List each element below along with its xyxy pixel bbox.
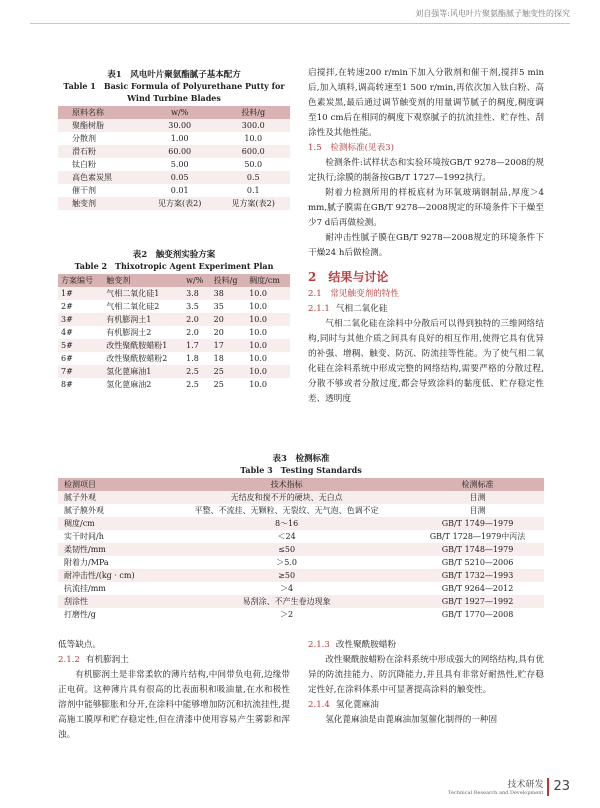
- table-cell: 50.0: [216, 158, 290, 171]
- table-cell: 实干时间/h: [58, 530, 162, 543]
- table-cell: 7#: [58, 365, 103, 378]
- table-cell: GB/T 1728—1979中丙法: [411, 530, 544, 543]
- table-row: [58, 158, 290, 171]
- table-cell: 10.0: [246, 313, 290, 326]
- table-cell: 10.0: [246, 365, 290, 378]
- table-cell: ≥50: [162, 569, 411, 582]
- table1-caption-cn: 表1 风电叶片聚氨酯腻子基本配方: [107, 70, 241, 80]
- table-cell: 10.0: [246, 352, 290, 365]
- table-row: [58, 491, 544, 504]
- paragraph: 低等缺点。: [58, 640, 101, 650]
- table-cell: 改性聚酰胺蜡粉1: [103, 339, 183, 352]
- table-cell: 见方案(表2): [216, 197, 290, 210]
- heading-title: 氢化蓖麻油: [335, 700, 379, 710]
- table-cell: 0.1: [216, 184, 290, 197]
- table-row: [58, 171, 290, 184]
- section-heading-2-1-2: [58, 653, 290, 668]
- table-row: [58, 608, 544, 621]
- footer-divider: [547, 778, 549, 796]
- table-row: [58, 326, 290, 339]
- table-row: [58, 352, 290, 365]
- page-number: 23: [553, 779, 570, 794]
- heading-title: 有机膨润土: [85, 655, 129, 665]
- table-cell: 20: [211, 326, 247, 339]
- table-cell: 腻子膜外观: [58, 504, 162, 517]
- table-row: [58, 365, 290, 378]
- table-cell: 4#: [58, 326, 103, 339]
- table-row: [58, 378, 290, 391]
- table-cell: 平整、不流挂、无颗粒、无裂纹、无气泡、色调不定: [162, 504, 411, 517]
- table1-caption-en: Table 1 Basic Formula of Polyurethane Putty for Wind Turbine Blades: [63, 81, 285, 103]
- table-row: [58, 287, 290, 300]
- page-footer: [448, 776, 570, 796]
- table3-caption-cn: 表3 检测标准: [272, 454, 330, 464]
- table-row: [58, 504, 544, 517]
- paragraph: 改性聚酰胺蜡粉在涂料系统中形成强大的网络结构,具有优异的防流挂能力、防沉降能力,并且具有非常好耐热性,贮存稳定性好,在涂料体系中可显著提高涂料的触变性。: [308, 655, 544, 695]
- table-header-cell: 投料/g: [211, 274, 247, 287]
- table-cell: 5.00: [143, 158, 217, 171]
- bottom-left-column: [58, 638, 290, 743]
- section-heading-2-1-1: [308, 302, 544, 317]
- right-column: [308, 66, 544, 407]
- footer-section-cn: 技术研发: [507, 780, 544, 790]
- table-cell: 17: [211, 339, 247, 352]
- table-cell: 2.5: [183, 365, 211, 378]
- table-cell: 1.7: [183, 339, 211, 352]
- table1: [58, 106, 290, 210]
- table-header-cell: 触变剂: [103, 274, 183, 287]
- table-row: [58, 556, 544, 569]
- table-cell: 高色素炭黑: [58, 171, 143, 184]
- paragraph: 氢化蓖麻油是由蓖麻油加氢催化制得的一种固: [325, 715, 498, 725]
- table-row: [58, 543, 544, 556]
- table-cell: 8～16: [162, 517, 411, 530]
- table-header-cell: 检测标准: [411, 478, 544, 491]
- table-header-cell: 方案编号: [58, 274, 103, 287]
- table3-caption-en: Table 3 Testing Standards: [240, 465, 362, 475]
- table-row: [58, 145, 290, 158]
- footer-section: [448, 777, 543, 796]
- table-row: [58, 184, 290, 197]
- heading-title: 改性聚酰胺蜡粉: [335, 640, 397, 650]
- table-cell: 见方案(表2): [143, 197, 217, 210]
- paragraph: 检测条件:试样状态和实验环境按GB/T 9278—2008的规定执行;涂膜的制备按GB/T 1727—1992执行。: [308, 158, 544, 183]
- heading-number: 2.1.1: [308, 304, 330, 314]
- paragraph: 有机膨润土是非常柔软的薄片结构,中间带负电荷,边缘带正电荷。这种薄片具有很高的比表面积和吸油量,在水和极性溶剂中能够膨胀和分开,在涂料中能够增加防沉和抗流挂性,提高施工膜厚和贮存稳定性,但在清漆中使用容易产生雾影和浑浊。: [58, 670, 290, 740]
- section-heading-1-5: 1.5 检测标准(见表3): [308, 143, 394, 153]
- table-cell: ＞2: [162, 608, 411, 621]
- paragraph: 气相二氧化硅在涂料中分散后可以得到独特的三维网络结构,同时与其他介质之间具有良好的相互作用,使得它具有优异的补强、增稠、触变、防沉、防流挂等性能。为了使气相二氧化硅在涂料系统中形成完整的网络结构,需要严格的分散过程,分散不够或者分散过度,都会导致涂料的黏度低、贮存稳定性差、透明度: [308, 319, 544, 404]
- table-cell: 2#: [58, 300, 103, 313]
- table-cell: 0.01: [143, 184, 217, 197]
- table-row: [58, 300, 290, 313]
- table-header-cell: 检测项目: [58, 478, 162, 491]
- table-cell: 8#: [58, 378, 103, 391]
- table-cell: 20: [211, 313, 247, 326]
- table-cell: 气相二氧化硅1: [103, 287, 183, 300]
- table-cell: GB/T 1749—1979: [411, 517, 544, 530]
- table-cell: 10.0: [246, 339, 290, 352]
- table-cell: 18: [211, 352, 247, 365]
- table-cell: 目测: [411, 491, 544, 504]
- table2: [58, 274, 290, 391]
- table-header-cell: w/%: [183, 274, 211, 287]
- table-cell: 催干剂: [58, 184, 143, 197]
- table-cell: 分散剂: [58, 132, 143, 145]
- section-heading-2: 2 结果与讨论: [308, 270, 389, 284]
- paragraph: 附着力检测所用的样板底材为环氧玻璃钢制品,厚度＞4 mm,腻子膜需在GB/T 9278—2008规定的环境条件下干燥至少7 d后再做检测。: [308, 188, 544, 228]
- footer-section-en: Technical Research and Development: [448, 790, 544, 796]
- table-cell: GB/T 5210—2006: [411, 556, 544, 569]
- table-cell: 有机膨润土1: [103, 313, 183, 326]
- table-cell: 10.0: [246, 300, 290, 313]
- table3: [58, 478, 544, 621]
- table-cell: 有机膨润土2: [103, 326, 183, 339]
- table-cell: 10.0: [246, 326, 290, 339]
- table-cell: 10.0: [246, 378, 290, 391]
- section-heading-2-1: 2.1 常见触变剂的特性: [308, 289, 400, 299]
- table-cell: 打磨性/g: [58, 608, 162, 621]
- table-cell: ≤50: [162, 543, 411, 556]
- table-cell: 0.5: [216, 171, 290, 184]
- table-cell: 附着力/MPa: [58, 556, 162, 569]
- table-cell: 2.0: [183, 313, 211, 326]
- table-cell: ＞5.0: [162, 556, 411, 569]
- table-cell: 2.0: [183, 326, 211, 339]
- paragraph: 启搅拌,在转速200 r/min下加入分散剂和催干剂,搅拌5 min后,加入填料,调高转速至1 500 r/min,再依次加入钛白粉、高色素炭黑,最后通过调节触变剂的用量调节腻子的稠度,稠度调至10 cm后在相同的稠度下观察腻子的抗流挂性、贮存性、刮涂性及其他性能。: [308, 68, 544, 138]
- table-cell: 10.0: [216, 132, 290, 145]
- table-cell: 3#: [58, 313, 103, 326]
- table-cell: 1#: [58, 287, 103, 300]
- table-cell: 0.05: [143, 171, 217, 184]
- table-cell: 2.5: [183, 378, 211, 391]
- table-cell: 改性聚酰胺蜡粉2: [103, 352, 183, 365]
- table2-block: [58, 248, 290, 391]
- table-cell: 1.00: [143, 132, 217, 145]
- table-cell: 柔韧性/mm: [58, 543, 162, 556]
- table-row: [58, 517, 544, 530]
- section-heading-2-1-4: [308, 698, 544, 713]
- table-cell: 300.0: [216, 119, 290, 132]
- table-cell: 目测: [411, 504, 544, 517]
- table-cell: 30.00: [143, 119, 217, 132]
- table-cell: 无结皮和搅不开的硬块、无白点: [162, 491, 411, 504]
- table-cell: GB/T 1770—2008: [411, 608, 544, 621]
- heading-number: 2.1.2: [58, 655, 80, 665]
- heading-title: 气相二氧化硅: [335, 304, 388, 314]
- table-cell: GB/T 9264—2012: [411, 582, 544, 595]
- table-cell: 600.0: [216, 145, 290, 158]
- bottom-right-column: [308, 638, 544, 728]
- table-cell: ＜24: [162, 530, 411, 543]
- table-header-cell: 投料/g: [216, 106, 290, 119]
- table3-block: [58, 452, 544, 621]
- table-cell: 6#: [58, 352, 103, 365]
- table-cell: 滑石粉: [58, 145, 143, 158]
- table2-caption-cn: 表2 触变剂实验方案: [132, 250, 216, 260]
- table-cell: 氢化蓖麻油1: [103, 365, 183, 378]
- table-row: [58, 339, 290, 352]
- heading-number: 2.1.4: [308, 700, 330, 710]
- table-cell: 38: [211, 287, 247, 300]
- table-cell: GB/T 1748—1979: [411, 543, 544, 556]
- table-cell: 腻子外观: [58, 491, 162, 504]
- table-row: [58, 313, 290, 326]
- table-cell: 聚酯树脂: [58, 119, 143, 132]
- table-cell: 3.8: [183, 287, 211, 300]
- table-header-cell: 稠度/cm: [246, 274, 290, 287]
- paragraph: 耐冲击性腻子膜在GB/T 9278—2008规定的环境条件下干燥24 h后做检测。: [308, 233, 544, 258]
- table-cell: 10.0: [246, 287, 290, 300]
- table-cell: 稠度/cm: [58, 517, 162, 530]
- table-header-cell: 技术指标: [162, 478, 411, 491]
- table-row: [58, 569, 544, 582]
- table-cell: GB/T 1732—1993: [411, 569, 544, 582]
- table-cell: 3.5: [183, 300, 211, 313]
- table-cell: 60.00: [143, 145, 217, 158]
- heading-number: 2.1.3: [308, 640, 330, 650]
- table-cell: 易刮涂、不产生卷边现象: [162, 595, 411, 608]
- table-cell: 25: [211, 378, 247, 391]
- table-cell: 25: [211, 365, 247, 378]
- table-cell: 钛白粉: [58, 158, 143, 171]
- section-heading-2-1-3: [308, 638, 544, 653]
- table-cell: 触变剂: [58, 197, 143, 210]
- table-cell: 气相二氧化硅2: [103, 300, 183, 313]
- table-row: [58, 530, 544, 543]
- table-header-cell: 原料名称: [58, 106, 143, 119]
- table-cell: 1.8: [183, 352, 211, 365]
- table-cell: 耐冲击性/(kg · cm): [58, 569, 162, 582]
- table-header-cell: w/%: [143, 106, 217, 119]
- table-row: [58, 197, 290, 210]
- table-cell: GB/T 1927—1992: [411, 595, 544, 608]
- table-cell: 刮涂性: [58, 595, 162, 608]
- table1-block: [58, 68, 290, 210]
- running-header: 刘自强等:风电叶片聚氨酯腻子触变性的探究: [30, 8, 570, 24]
- table-cell: 5#: [58, 339, 103, 352]
- table-cell: 35: [211, 300, 247, 313]
- table-row: [58, 119, 290, 132]
- table2-caption-en: Table 2 Thixotropic Agent Experiment Plan: [74, 261, 274, 271]
- table-cell: ＞4: [162, 582, 411, 595]
- table-row: [58, 582, 544, 595]
- table-cell: 抗流挂/mm: [58, 582, 162, 595]
- table-row: [58, 132, 290, 145]
- table-cell: 氢化蓖麻油2: [103, 378, 183, 391]
- table-row: [58, 595, 544, 608]
